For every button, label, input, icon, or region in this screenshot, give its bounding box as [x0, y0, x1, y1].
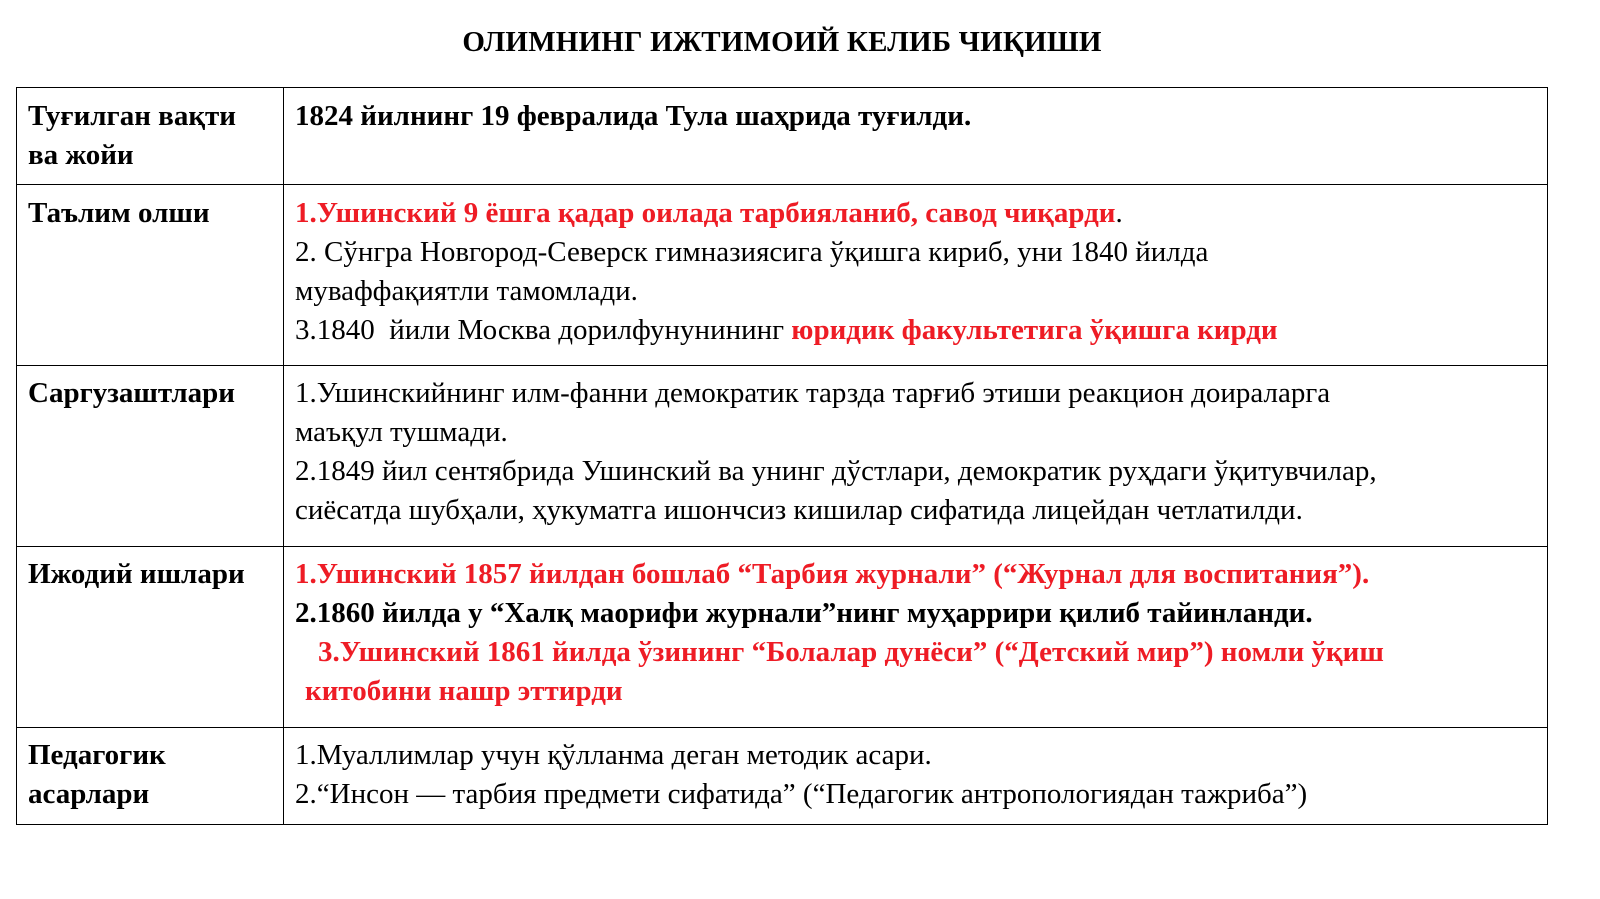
education-line-1-tail: . — [1115, 197, 1123, 229]
education-line-4-plain: 3.1840 йили Москва дорилфунунининг — [295, 314, 792, 346]
works-line-2: 2.1860 йилда у “Халқ маорифи журнали”нинг муҳаррири қилиб тайинланди. — [295, 597, 1313, 629]
table-row-works — [17, 547, 1548, 728]
row-label-birth: Туғилган вақти ва жойи — [17, 88, 284, 185]
page-title: ОЛИМНИНГ ИЖТИМОИЙ КЕЛИБ ЧИҚИШИ — [462, 26, 1102, 58]
adventures-line-1: 1.Ушинскийнинг илм-фанни демократик тарзда тарғиб этиши реакцион доираларга — [295, 377, 1331, 409]
education-line-1 — [295, 194, 1537, 233]
adventures-line-2: маъқул тушмади. — [295, 416, 508, 448]
table-row-adventures — [17, 366, 1548, 547]
row-label-pedagogical-works: Педагогик асарлари — [17, 728, 284, 825]
row-content-birth — [284, 88, 1548, 185]
row-label-adventures: Саргузаштлари — [17, 366, 284, 547]
works-line-4: китобини нашр эттирди — [305, 675, 623, 707]
works-line-3: 3.Ушинский 1861 йилда ўзининг “Болалар дунёси” (“Детский мир”) номли ўқиш — [318, 636, 1384, 668]
adventures-line-3: 2.1849 йил сентябрида Ушинский ва унинг дўстлари, демократик руҳдаги ўқитувчилар, — [295, 455, 1377, 487]
row-content-adventures — [284, 366, 1548, 547]
info-table — [16, 87, 1548, 825]
education-line-2: 2. Сўнгра Новгород-Северск гимназиясига ўқишга кириб, уни 1840 йилда — [295, 236, 1209, 268]
pedagogical-works-line-1: 1.Муаллимлар учун қўлланма деган методик асари. — [295, 739, 932, 771]
table-row-education — [17, 185, 1548, 366]
adventures-line-4: сиёсатда шубҳали, ҳукуматга ишончсиз кишилар сифатида лицейдан четлатилди. — [295, 494, 1303, 526]
table-row-pedagogical-works — [17, 728, 1548, 825]
education-line-1-highlight: 1.Ушинский 9 ёшга қадар оилада тарбияланиб, савод чиқарди — [295, 197, 1116, 229]
table-row-birth — [17, 88, 1548, 185]
row-label-works: Ижодий ишлари — [17, 547, 284, 728]
row-content-works — [284, 547, 1548, 728]
birth-text: 1824 йилнинг 19 февралида Тула шаҳрида туғилди. — [295, 100, 972, 132]
works-line-1: 1.Ушинский 1857 йилдан бошлаб “Тарбия журнали” (“Журнал для воспитания”). — [295, 558, 1370, 590]
education-line-4-highlight: юридик факультетига ўқишга кирди — [791, 314, 1278, 346]
row-label-education: Таълим олши — [17, 185, 284, 366]
row-content-education — [284, 185, 1548, 366]
pedagogical-works-line-2: 2.“Инсон — тарбия предмети сифатида” (“Педагогик антропологиядан тажриба”) — [295, 778, 1308, 810]
education-line-3: муваффақиятли тамомлади. — [295, 275, 638, 307]
education-line-4 — [295, 311, 1537, 350]
row-content-pedagogical-works — [284, 728, 1548, 825]
